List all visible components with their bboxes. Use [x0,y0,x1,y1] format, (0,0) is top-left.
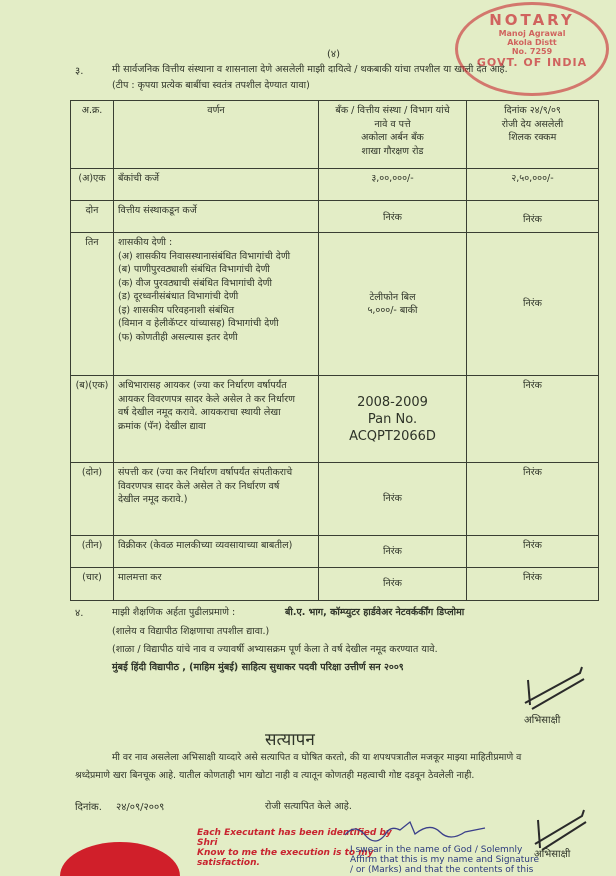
table-row [71,233,599,376]
bank-line: निरंक [383,545,402,557]
amount-text: निरंक [523,380,542,391]
description-line: (फ) कोणतीही असल्यास इतर देणी [118,331,238,343]
amount-text: निरंक [523,540,542,551]
header-bank-line: शाखा गौरक्षण रोड [361,145,424,157]
bank-line: Pan No. [367,411,418,427]
deponent-label-2: अभिसाक्षी [534,849,571,860]
section4-label: माझी शैक्षणिक अर्हता पुढीलप्रमाणे : [112,607,236,618]
section4-number: ४. [75,608,84,619]
cell-description [114,463,319,536]
stamp-line: / or (Marks) and that the contents of this [350,865,534,875]
cell-amount [467,376,599,463]
section3-number: ३. [75,66,84,77]
cell-serial [71,201,114,233]
cell-bank [319,536,467,568]
description-line: मालमत्ता कर [118,572,162,583]
description-line: (ब) पाणीपुरवठ्याशी संबंधित विभागांची देणी [118,264,270,275]
cell-serial [71,536,114,568]
header-amount-line: दिनांक २४/९/०९ [504,105,561,116]
cell-description [114,233,319,376]
section4-detail: मुंबई हिंदी विद्यापीठ , (माहिम मुंबई) साहित्य सुधाकर पदवी परिक्षा उत्तीर्ण सन २००९ [112,662,404,673]
stamp-line: Each Executant has been identified by [197,828,392,838]
stamp-line: I swear in the name of God / Solemnly [350,845,523,855]
cell-bank [319,233,467,376]
amount-text: निरंक [523,572,542,583]
header-bank-line: अकोला अर्बन बँक [361,132,424,143]
cell-serial [71,463,114,536]
date-suffix: रोजी सत्यापित केले आहे. [265,801,352,812]
description-line: आयकर विवरणपत्र सादर केले असेल ते कर निर्धारण [118,393,296,405]
serial-text: (तीन) [81,540,103,551]
section4-value: बी.ए. भाग, कॉम्प्युटर हार्डवेअर नेटवर्कर्कींग डिप्लोमा [285,607,465,618]
header-serial: अ.क्र. [71,101,114,169]
seal-reg: No. 7259 [511,47,553,56]
cell-amount [467,568,599,601]
cell-serial [71,376,114,463]
table-row [71,201,599,233]
date-label: दिनांक. [75,802,102,813]
serial-text: (अ)एक [78,173,106,184]
cell-serial [71,568,114,601]
deponent-label: अभिसाक्षी [524,715,561,726]
description-line: विक्रीकर (केवळ मालकीच्या व्यवसायाच्या बाबतील) [118,540,293,551]
bank-line: टेलीफोन बिल [369,291,416,303]
header-description: वर्णन [114,101,319,169]
seal-top: NOTARY [489,11,575,29]
red-wax-seal [60,842,180,876]
header-amount-line: रोजी देय असलेली [501,118,564,130]
serial-text: दोन [85,205,99,216]
description-line: (विमान व हेलीकॅप्टर यांच्यासह) विभागांची देणी [118,318,279,329]
cell-description [114,376,319,463]
table-row [71,376,599,463]
table-row [71,463,599,536]
header-amount-line: शिलक रक्कम [508,132,557,143]
verification-line2: श्रध्देप्रमाणे खरा बिनचूक आहे. यातील कोणताही भाग खोटा नाही व त्यातून कोणतही महत्वाची गोष्ट दडवून ठेवलेली नाही. [75,770,475,781]
cell-description [114,568,319,601]
cell-description [114,169,319,201]
deponent-signature [520,665,590,715]
description-line: संपत्ती कर (ज्या कर निर्धारण वर्षापर्यंत संपतीकराचे [118,467,293,478]
cell-amount [467,233,599,376]
serial-text: (दोन) [81,467,103,478]
cell-bank [319,376,467,463]
cell-bank [319,568,467,601]
notary-seal [455,2,609,96]
cell-bank [319,169,467,201]
description-line: (क) वीज पुरवठ्याची संबंधित विभागांची देणी [118,277,272,289]
cell-amount [467,201,599,233]
table-row [71,536,599,568]
description-line: क्रमांक (पॅन) देखील द्यावा [118,420,206,432]
description-line: वित्तीय संस्थाकडून कर्जे [118,205,197,216]
amount-text: २,५०,०००/- [511,173,554,184]
bank-line: ५,०००/- बाकी [367,305,418,316]
cell-serial [71,233,114,376]
date-value: २४/०९/२००९ [116,802,165,813]
cell-serial [71,169,114,201]
cell-description [114,536,319,568]
verification-line1: मी वर नाव असलेला अभिसाक्षी याव्दारे असे सत्यापित व घोषित करतो, की या शपथपत्रातील मजकूर माझ्या माहितीप्रमाणे व [112,752,522,763]
header-bank-line: बँक / वित्तीय संस्था / विभाग यांचे [335,105,450,116]
witness-signature [340,820,510,842]
description-line: (ड) दूरध्वनीसंबंधात विभागांची देणी [118,291,239,302]
liabilities-table [70,100,599,601]
bank-line: 2008-2009 [357,394,428,410]
description-line: अधिभारासह आयकर (ज्या कर निर्धारण वर्षापर्यंत [118,380,287,391]
bank-line: निरंक [383,493,402,505]
amount-text: निरंक [523,298,542,310]
section4-note1: (शालेय व विद्यापीठ शिक्षणाचा तपशील द्यावा.) [112,626,270,637]
amount-text: निरंक [523,467,542,478]
description-line: देखील नमूद करावे.) [118,494,188,505]
table-row [71,169,599,201]
table-row [71,568,599,601]
stamp-line: Know to me the execution is to my [197,848,374,858]
bank-line: ३,००,०००/- [371,173,414,184]
header-bank [319,101,467,169]
verification-title: सत्यापन [265,730,315,750]
stamp-line: satisfaction. [197,858,260,868]
bank-line: ACQPT2066D [349,428,436,444]
cell-bank [319,463,467,536]
section4-note2: (शाळा / विद्यापीठ यांचे नाव व ज्यावर्षी अभ्यासक्रम पूर्ण केला ते वर्ष देखील नमूद करण्यात यावे. [112,644,438,655]
header-bank-line: नावे व पत्ते [374,118,411,130]
description-line: वर्ष देखील नमूद करावे. आयकराचा स्थायी लेखा [118,407,281,418]
bank-line: निरंक [383,578,402,590]
cell-description [114,201,319,233]
page-number: (४) [327,49,341,60]
serial-text: (ब)(एक) [75,380,109,391]
serial-text: (चार) [82,572,102,583]
seal-name: Manoj Agrawal [498,29,566,38]
table-header-row [71,101,599,169]
cell-bank [319,201,467,233]
oath-stamp [350,845,539,875]
section3-text: मी सार्वजनिक वित्तीय संस्थाना व शासनाला देणे असलेली माझी दायित्वे / थकबाकी यांचा तपशील या खाली देत आहे. [112,64,508,75]
description-line: (अ) शासकीय निवासस्थानासंबंधित विभागांची देणी [118,250,291,262]
cell-amount [467,463,599,536]
seal-bottom: GOVT. OF INDIA [476,56,588,69]
description-line: बँकांची कर्जे [118,173,160,184]
header-amount [467,101,599,169]
stamp-line: Affirm that this is my name and Signature [350,855,540,865]
section3-note: (टीप : कृपया प्रत्येक बाबींचा स्वतंत्र तपशील देण्यात यावा) [112,80,310,91]
description-line: शासकीय देणी : [118,237,173,248]
description-line: (इ) शासकीय परिवहनाशी संबंधित [118,304,235,316]
description-line: विवरणपत्र सादर केले असेल ते कर निर्धारण वर्ष [118,480,280,492]
stamp-line: Shri [197,838,218,848]
amount-text: निरंक [523,214,542,225]
cell-amount [467,536,599,568]
serial-text: तिन [85,237,99,248]
bank-line: निरंक [383,212,402,223]
cell-amount [467,169,599,201]
seal-place: Akola Distt [507,38,557,47]
